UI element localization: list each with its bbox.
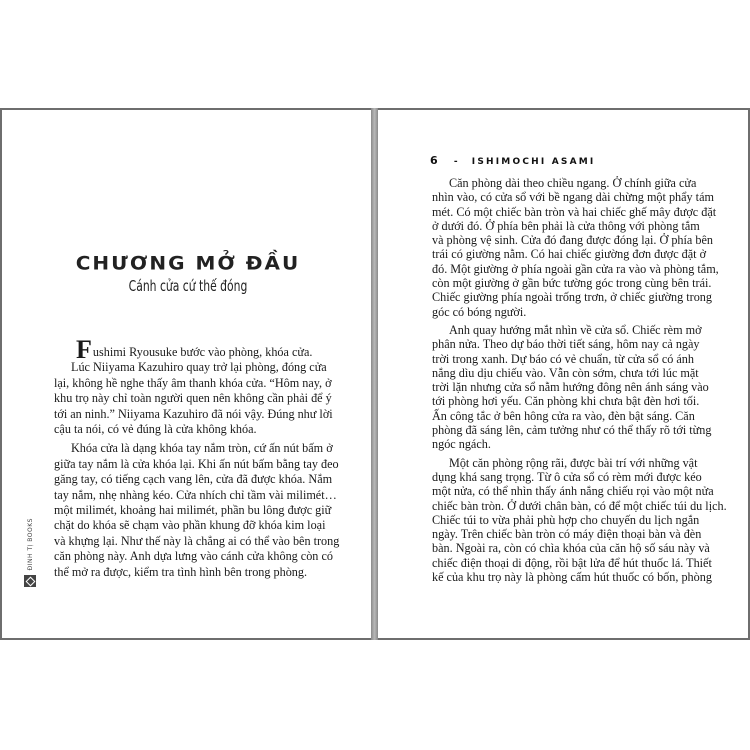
text-line: dụng khá sang trọng. Từ ô cửa sổ có rèm mới được kéo bbox=[432, 469, 702, 484]
text-line: găng tay, có tiếng cạch vang lên, cửa đã được khóa. Nắm bbox=[54, 472, 333, 487]
text-line: chiếc điện thoại di động, rồi bật lửa để hút thuốc lá. Thiết bbox=[432, 555, 712, 570]
text-line: tới an ninh.” Niiyama Kazuhiro đã nói vậy. Đúng như lời bbox=[54, 406, 333, 421]
publisher-name: ĐINH TỊ BOOKS bbox=[27, 518, 34, 571]
running-head-author: ISHIMOCHI ASAMI bbox=[471, 157, 596, 167]
left-page bbox=[0, 108, 372, 640]
text-line: chặt do khóa sẽ chạm vào phần khung đỡ khóa kim loại bbox=[54, 518, 326, 533]
left-page-body bbox=[54, 335, 340, 584]
text-line: còn một giường ở gần bức tường góc trong cùng bên trái. bbox=[432, 276, 712, 291]
text-line: trời trong xanh. Dự báo có vẻ chuẩn, từ cửa sổ có ánh bbox=[432, 351, 694, 366]
right-page bbox=[378, 108, 750, 640]
text-line: Lúc Niiyama Kazuhiro quay trở lại phòng, đóng cửa bbox=[71, 360, 327, 375]
text-line: giữa tay nắm là cửa khóa lại. Khi ấn nút bấm bằng tay đeo bbox=[54, 456, 339, 471]
text-line: Căn phòng dài theo chiều ngang. Ở chính giữa cửa bbox=[449, 176, 697, 190]
opening-line-text: ushimi Ryousuke bước vào phòng, khóa cửa. bbox=[92, 345, 313, 359]
paragraph bbox=[432, 176, 719, 319]
paragraph bbox=[54, 360, 333, 437]
text-line: tới phòng hơi yếu. Căn phòng khi chưa bật đèn hơi tối. bbox=[432, 394, 700, 409]
text-line: khu trọ này chỉ toàn người quen nên không cần phải để ý bbox=[54, 391, 332, 406]
text-line: phân nửa. Theo dự báo thời tiết sáng, hôm nay cả ngày bbox=[432, 337, 700, 352]
publisher-mark bbox=[24, 518, 38, 587]
text-line: thể mở ra được, kiểm tra tình hình bên trong phòng. bbox=[54, 564, 308, 579]
text-line: góc có bóng người. bbox=[432, 304, 527, 319]
text-line: ở dưới đó. Ở phía bên phải là cửa thông với phòng tắm bbox=[432, 218, 700, 233]
text-line: trái có giường nằm. Có hai chiếc giường đơn được đặt ở bbox=[432, 247, 707, 262]
text-line: chiếc bàn tròn. Ở dưới chân bàn, có để một chiếc túi du lịch. bbox=[432, 498, 727, 513]
publisher-logo-icon bbox=[24, 575, 36, 587]
text-line: Một căn phòng rộng rãi, được bài trí với những vật bbox=[449, 455, 698, 470]
page-number: 6 bbox=[430, 154, 440, 167]
paragraph bbox=[432, 455, 727, 585]
text-line: Chiếc giường phía ngoài trống trơn, ở chiếc giường trong bbox=[432, 290, 712, 305]
text-line: mét. Có một chiếc bàn tròn và hai chiếc ghế mây được đặt bbox=[432, 204, 717, 219]
text-line: và khựng lại. Như thế này là chẳng ai có thể vào bên trong bbox=[54, 533, 340, 548]
text-line: Khóa cửa là dạng khóa tay nắm tròn, cứ ấn nút bấm ở bbox=[71, 441, 333, 456]
text-line: tay nắm, nhẹ nhàng kéo. Cửa nhích chỉ tầm vài milimét… bbox=[54, 487, 337, 502]
text-line: trời lặn nhưng cửa sổ nằm hướng đông nên ánh sáng vào bbox=[432, 380, 709, 395]
text-line: Anh quay hướng mắt nhìn về cửa sổ. Chiếc rèm mở bbox=[449, 322, 702, 337]
text-line: nắng dìu dịu chiếu vào. Vẫn còn sớm, chưa tới lúc mặt bbox=[432, 365, 699, 380]
paragraph bbox=[432, 322, 712, 452]
text-line: lại, không hề nghe thấy âm thanh khóa cửa. “Hôm nay, ở bbox=[54, 375, 332, 390]
text-line: cậu ta nói, có vẻ đúng là cửa không khóa. bbox=[54, 422, 257, 437]
running-head-separator: - bbox=[453, 157, 460, 167]
chapter-subtitle: Cánh cửa cứ thế đóng bbox=[128, 277, 248, 295]
paragraph bbox=[54, 441, 340, 580]
chapter-title: CHƯƠNG MỞ ĐẦU bbox=[75, 251, 301, 275]
text-line: Ấn công tắc ở bên hông cửa ra vào, đèn bật sáng. Căn bbox=[432, 408, 695, 423]
drop-cap: F bbox=[76, 335, 92, 364]
text-line: phòng đã sáng lên, cảm tưởng như có thể thấy rõ tới từng bbox=[432, 423, 712, 438]
text-line: và phòng vệ sinh. Cửa đó đang được đóng lại. Ở phía bên bbox=[432, 233, 713, 248]
text-line: nhìn vào, có cửa sổ với bề ngang dài chừng một phẩy tám bbox=[432, 190, 714, 205]
text-line: một milimét, khoảng hai milimét, phần bu lông được giữ bbox=[54, 503, 332, 518]
opening-line bbox=[54, 335, 316, 364]
text-line: ngóc ngách. bbox=[432, 437, 491, 452]
text-line: ngày. Trên chiếc bàn tròn có máy điện thoại bàn và đèn bbox=[432, 527, 702, 542]
book-gutter bbox=[371, 108, 378, 640]
text-line: Chiếc túi to vừa phải phù hợp cho chuyến du lịch ngắn bbox=[432, 512, 700, 527]
text-line: bàn. Ngoài ra, còn có chìa khóa của căn hộ số sáu này và bbox=[432, 541, 710, 556]
text-line: kế của khu trọ này là phòng cấm hút thuốc có bốn, phòng bbox=[432, 570, 712, 585]
text-line: một nửa, có thể nhìn thấy ánh nắng chiếu rọi vào một nửa bbox=[432, 484, 714, 499]
right-page-body bbox=[432, 176, 727, 588]
text-line: căn phòng này. Anh dựa lưng vào cánh cửa không còn có bbox=[54, 549, 333, 564]
running-head bbox=[430, 154, 595, 167]
text-line: đó. Một giường ở phía ngoài gần cửa ra vào và phòng tắm, bbox=[432, 261, 719, 276]
